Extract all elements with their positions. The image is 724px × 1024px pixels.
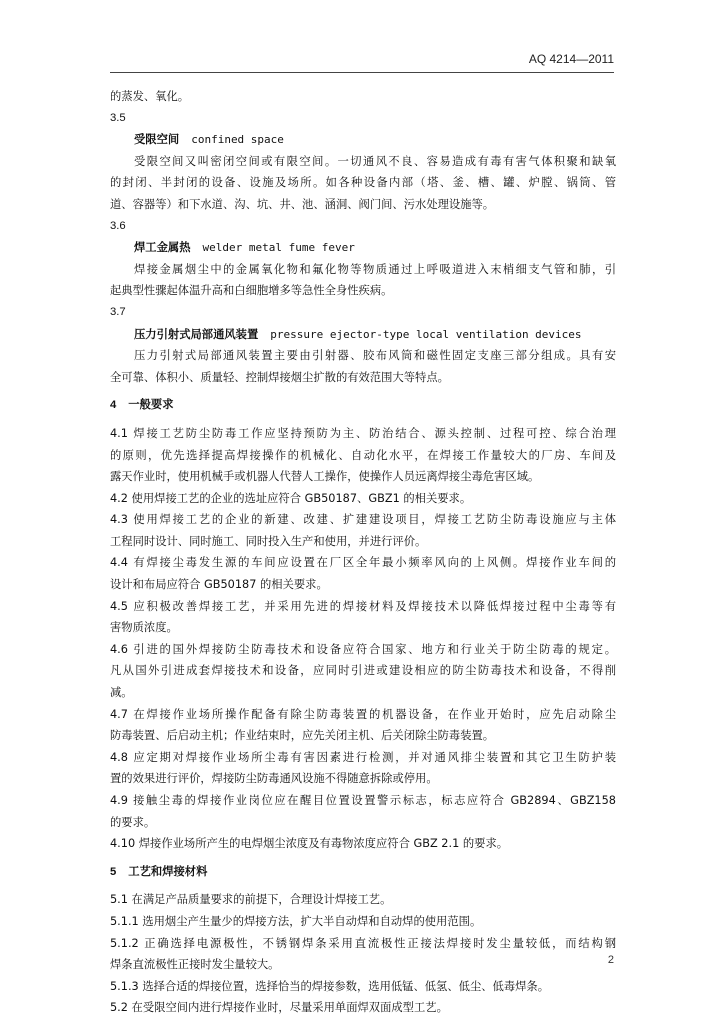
text-line: 5.1 在满足产品质量要求的前提下，合理设计焊接工艺。: [110, 893, 392, 907]
term-chinese: 焊工金属热: [134, 241, 191, 255]
text-line: 焊条直流极性正接时发尘量较大。: [110, 958, 280, 972]
text-line: 4.7 在焊接作业场所操作配备有除尘防毒装置的机器设备，在作业开始时，应先启动除尘: [110, 707, 616, 721]
text-line: 道、容器等）和下水道、沟、坑、井、池、涵洞、阀门间、污水处理设施等。: [110, 197, 495, 211]
text-line: 防毒装置、后启动主机；作业结束时，应先关闭主机、后关闭除尘防毒装置。: [110, 729, 495, 743]
text-line: 4.8 应定期对焊接作业场所尘毒有害因素进行检测，并对通风排尘装置和其它卫生防护装: [110, 750, 616, 764]
text-line: 减。: [110, 686, 133, 700]
text-line: 害物质浓度。: [110, 621, 178, 635]
page-number: 2: [607, 954, 614, 966]
section-heading: [110, 861, 616, 884]
term-english: confined space: [191, 133, 284, 147]
header-rule: [110, 72, 614, 73]
text-line: 受限空间又叫密闭空间或有限空间。一切通风不良、容易造成有毒有害气体积聚和缺氧: [134, 154, 616, 168]
text-line: 设计和布局应符合 GB50187 的相关要求。: [110, 578, 328, 592]
text-line: 焊接金属烟尘中的金属氧化物和氟化物等物质通过上呼吸道进入末梢细支气管和肺，引: [134, 262, 616, 276]
text-line: 工程同时设计、同时施工、同时投入生产和使用，并进行评价。: [110, 534, 427, 548]
text-line: 的蒸发、氧化。: [110, 90, 190, 103]
text-line: 4.10 焊接作业场所产生的电焊烟尘浓度及有毒物浓度应符合 GBZ 2.1 的要求。: [110, 837, 509, 851]
text-line: 5.1.2 正确选择电源极性，不锈钢焊条采用直流极性正接法焊接时发尘量较低，而结构钢: [110, 936, 616, 950]
text-line: 4.9 接触尘毒的焊接作业岗位应在醒目位置设置警示标志，标志应符合 GB2894、GBZ158: [110, 794, 616, 807]
text-line: 的要求。: [110, 815, 156, 829]
text-line: 4.1 焊接工艺防尘防毒工作应坚持预防为主、防治结合、源头控制、过程可控、综合治理: [110, 426, 616, 440]
text-line: 4.6 引进的国外焊接防尘防毒技术和设备应符合国家、地方和行业关于防尘防毒的规定。: [110, 642, 616, 656]
text-line: 4.5 应积极改善焊接工艺，并采用先进的焊接材料及焊接技术以降低焊接过程中尘毒等有: [110, 599, 616, 613]
text-line: 压力引射式局部通风装置主要由引射器、胶布风筒和磁性固定支座三部分组成。具有安: [134, 349, 616, 363]
clause-number: 3.6: [110, 219, 126, 232]
text-line: 5.1.3 选择合适的焊接位置，选择恰当的焊接参数，选用低锰、低氢、低尘、低毒焊条。: [110, 979, 550, 993]
text-line: 置的效果进行评价，焊接防尘防毒通风设施不得随意拆除或停用。: [110, 772, 438, 786]
text-line: 4.3 使用焊接工艺的企业的新建、改建、扩建建设项目，焊接工艺防尘防毒设施应与主体: [110, 513, 616, 527]
text-line: 4.4 有焊接尘毒发生源的车间应设置在厂区全年最小频率风向的上风侧。焊接作业车间的: [110, 556, 616, 570]
term-english: welder metal fume fever: [202, 241, 355, 255]
text-line: 的封闭、半封闭的设备、设施及场所。如各种设备内部（塔、釜、槽、罐、炉膛、锅筒、管: [110, 176, 616, 190]
term-chinese: 压力引射式局部通风装置: [134, 327, 259, 341]
text-line: 4.2 使用焊接工艺的企业的选址应符合 GB50187、GBZ1 的相关要求。: [110, 491, 472, 505]
text-line: 的原则，优先选择提高焊接操作的机械化、自动化水平，在焊接工作量较大的厂房、车间及: [110, 448, 616, 462]
clause-number: 3.5: [110, 111, 126, 124]
section-title: 一般要求: [128, 398, 174, 412]
text-line: 5.2 在受限空间内进行焊接作业时，尽量采用单面焊双面成型工艺。: [110, 1001, 448, 1015]
text-line: 全可靠、体积小、质量轻、控制焊接烟尘扩散的有效范围大等特点。: [110, 370, 449, 384]
section-title: 工艺和焊接材料: [128, 864, 208, 878]
clause-number: 3.7: [110, 305, 126, 318]
standard-code: AQ 4214—2011: [528, 52, 614, 66]
section-number: 5: [110, 865, 117, 878]
term-definition-title: [110, 237, 616, 259]
term-definition-title: [110, 129, 616, 151]
text-line: 5.1.1 选用烟尘产生量少的焊接方法，扩大半自动焊和自动焊的使用范围。: [110, 914, 482, 928]
document-body: [110, 86, 616, 1019]
text-line: 露天作业时，使用机械手或机器人代替人工操作，使操作人员远离焊接尘毒危害区域。: [110, 470, 540, 484]
text-line: 凡从国外引进成套焊接技术和设备，应同时引进或建设相应的防尘防毒技术和设备，不得削: [110, 664, 616, 678]
section-number: 4: [110, 399, 117, 412]
text-line: 起典型性骤起体温升高和白细胞增多等急性全身性疾病。: [110, 284, 393, 298]
term-english: pressure ejector-type local ventilation devices: [270, 327, 582, 341]
section-heading: [110, 394, 616, 417]
term-chinese: 受限空间: [134, 133, 180, 147]
term-definition-title: [110, 324, 616, 346]
